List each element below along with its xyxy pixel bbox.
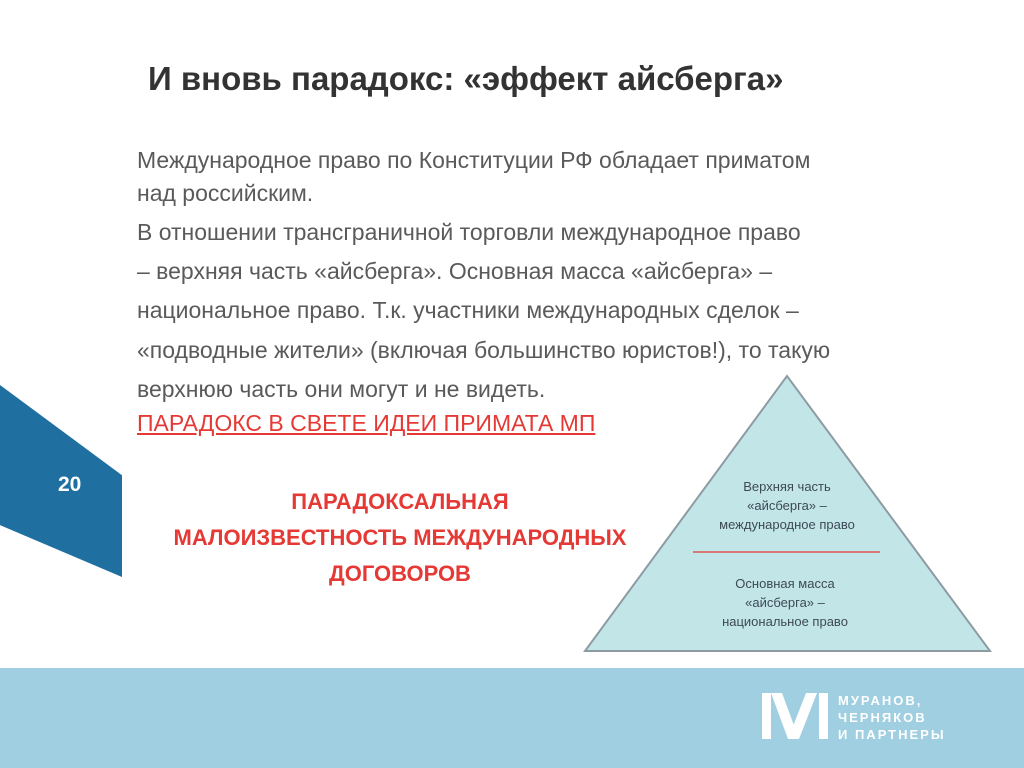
body-text-line: верхнюю часть они могут и не видеть. [137,376,546,402]
body-text-line: над российским. [137,180,314,206]
slide-number: 20 [58,473,82,496]
company-logo-icon [762,693,832,739]
paradox-link[interactable]: ПАРАДОКС В СВЕТЕ ИДЕИ ПРИМАТА МП [137,410,596,436]
body-text-line: национальное право. Т.к. участники международных сделок – [137,297,799,323]
body-text-line: «подводные жители» (включая большинство юристов!), то такую [137,337,831,363]
body-text-line: – верхняя часть «айсберга». Основная масса «айсберга» – [137,258,773,284]
paradox-statement-line: МАЛОИЗВЕСТНОСТЬ МЕЖДУНАРОДНЫХ [173,525,627,550]
slide-title: И вновь парадокс: «эффект айсберга» [148,60,784,97]
body-text-line: Международное право по Конституции РФ обладает приматом [137,147,811,173]
body-text-line: В отношении трансграничной торговли международное право [137,219,801,245]
company-logo-text: МУРАНОВ, ЧЕРНЯКОВ И ПАРТНЕРЫ [838,693,946,742]
paradox-statement-line: ПАРАДОКСАЛЬНАЯ [291,489,509,514]
iceberg-top-label: Верхняя часть «айсберга» – международное право [719,479,855,532]
iceberg-bottom-label: Основная масса «айсберга» – национальное право [722,576,848,629]
paradox-statement-line: ДОГОВОРОВ [329,561,471,586]
